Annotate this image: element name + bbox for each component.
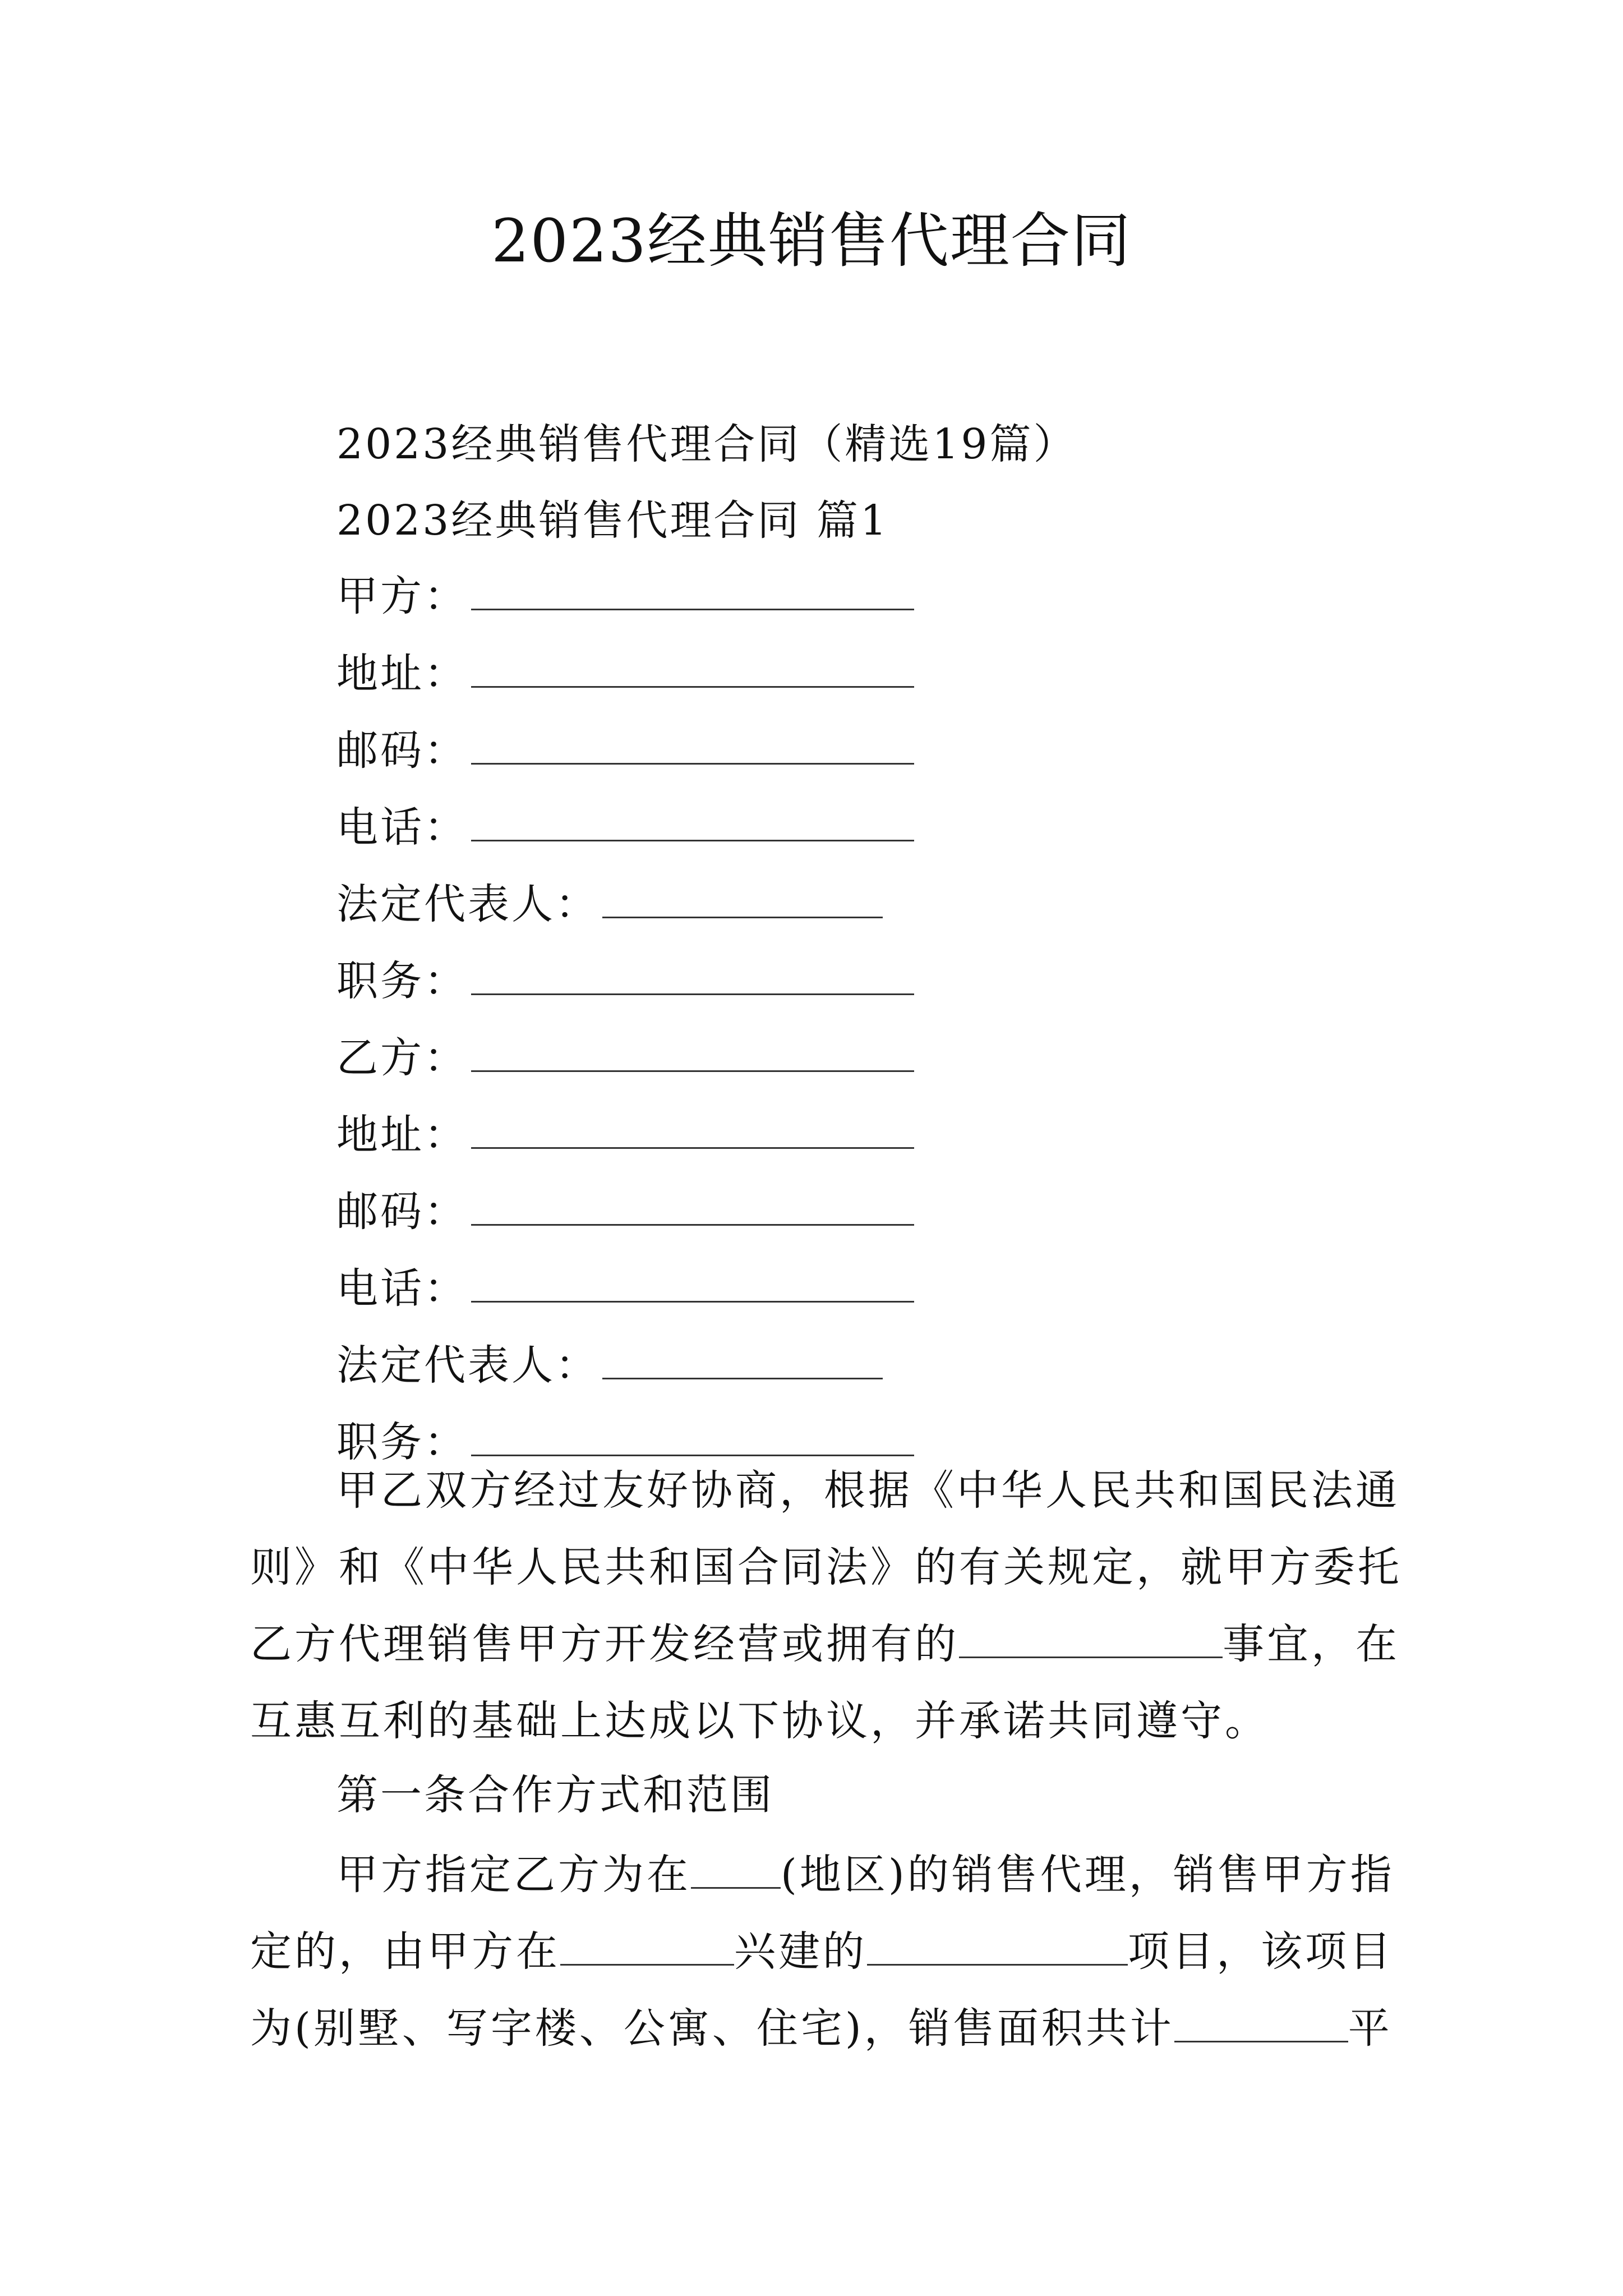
party-b-postcode-label: 邮码： bbox=[336, 1188, 468, 1236]
intro-project-blank bbox=[959, 1624, 1223, 1658]
article-1-line-1 bbox=[250, 1837, 1395, 1913]
party-a-position-blank bbox=[471, 960, 914, 995]
article-1-region-blank bbox=[691, 1855, 781, 1889]
party-a-postcode-label: 邮码： bbox=[336, 726, 468, 775]
party-a-address-label: 地址： bbox=[336, 650, 468, 698]
article-1-line-2-end: 项目，该项目 bbox=[1128, 1927, 1394, 1976]
party-b-label: 乙方： bbox=[336, 1034, 468, 1082]
intro-line-3-end: 事宜，在 bbox=[1223, 1620, 1400, 1668]
document-subtitle: 2023经典销售代理合同（精选19篇） bbox=[336, 420, 1077, 468]
party-b-phone-blank bbox=[471, 1268, 914, 1303]
party-b-address-label: 地址： bbox=[336, 1111, 468, 1159]
article-1-line-2-start: 定的，由甲方在 bbox=[250, 1927, 560, 1976]
party-b-phone-field bbox=[336, 1255, 914, 1322]
party-a-phone-blank bbox=[471, 807, 914, 841]
party-b-field bbox=[336, 1024, 914, 1092]
party-b-address-field bbox=[336, 1101, 914, 1168]
party-a-legal-rep-field bbox=[336, 871, 883, 938]
party-b-position-label: 职务： bbox=[336, 1418, 468, 1466]
party-b-postcode-blank bbox=[471, 1191, 914, 1226]
intro-line-3 bbox=[250, 1606, 1400, 1683]
article-1-project-blank bbox=[867, 1931, 1128, 1966]
party-a-legal-rep-label: 法定代表人： bbox=[336, 880, 599, 928]
article-1-line-3-start: 为(别墅、写字楼、公寓、住宅)，销售面积共计 bbox=[250, 2004, 1174, 2053]
party-b-legal-rep-blank bbox=[602, 1345, 883, 1379]
document-title: 2023经典销售代理合同 bbox=[491, 206, 1132, 275]
article-1-paragraph bbox=[250, 1837, 1395, 2067]
party-a-blank bbox=[471, 576, 914, 610]
party-b-phone-label: 电话： bbox=[336, 1264, 468, 1313]
article-1-line-1-end: (地区)的销售代理，销售甲方指 bbox=[781, 1851, 1395, 1899]
party-a-address-blank bbox=[471, 653, 914, 688]
article-1-line-1-start: 甲方指定乙方为在 bbox=[336, 1851, 691, 1899]
party-b-position-blank bbox=[471, 1421, 914, 1456]
party-a-position-field bbox=[336, 947, 914, 1015]
article-1-line-3 bbox=[250, 1990, 1393, 2067]
party-a-position-label: 职务： bbox=[336, 957, 468, 1005]
party-a-postcode-blank bbox=[471, 730, 914, 765]
party-b-legal-rep-label: 法定代表人： bbox=[336, 1341, 599, 1389]
article-1-heading: 第一条合作方式和范围 bbox=[336, 1771, 774, 1819]
party-a-legal-rep-blank bbox=[602, 884, 883, 918]
party-a-phone-label: 电话： bbox=[336, 803, 468, 852]
article-1-line-2-mid: 兴建的 bbox=[734, 1927, 867, 1976]
party-b-blank bbox=[471, 1037, 914, 1072]
intro-paragraph bbox=[250, 1452, 1402, 1760]
article-1-line-3-end: 平 bbox=[1348, 2004, 1393, 2053]
article-1-location-blank bbox=[560, 1931, 734, 1966]
article-1-line-2 bbox=[250, 1913, 1394, 1990]
intro-line-3-start: 乙方代理销售甲方开发经营或拥有的 bbox=[250, 1620, 959, 1668]
article-1-area-blank bbox=[1174, 2008, 1348, 2042]
section-heading: 2023经典销售代理合同 篇1 bbox=[336, 496, 889, 545]
party-a-phone-field bbox=[336, 794, 914, 861]
party-a-field bbox=[336, 563, 914, 630]
intro-line-1: 甲乙双方经过友好协商，根据《中华人民共和国民法通 bbox=[336, 1466, 1400, 1515]
party-a-label: 甲方： bbox=[336, 572, 468, 620]
party-a-postcode-field bbox=[336, 717, 914, 784]
intro-line-2: 则》和《中华人民共和国合同法》的有关规定，就甲方委托 bbox=[250, 1543, 1402, 1591]
intro-line-4: 互惠互利的基础上达成以下协议，并承诺共同遵守。 bbox=[250, 1697, 1269, 1745]
party-a-address-field bbox=[336, 640, 914, 707]
party-b-legal-rep-field bbox=[336, 1332, 883, 1399]
party-b-postcode-field bbox=[336, 1178, 914, 1245]
party-b-address-blank bbox=[471, 1114, 914, 1149]
